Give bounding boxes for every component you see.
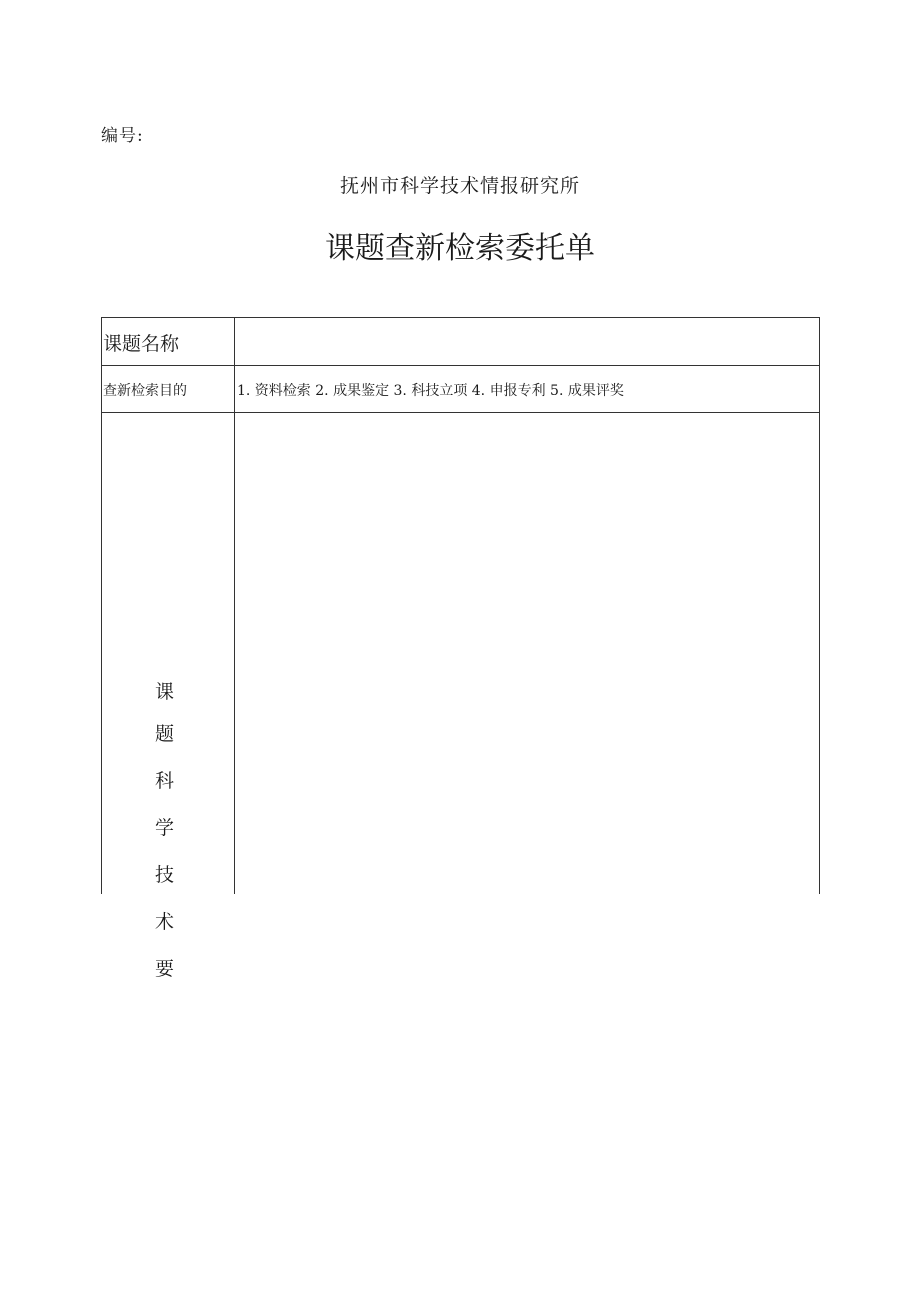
vertical-label-char: 术 [154,911,174,933]
search-purpose-options[interactable]: 1. 资料检索 2. 成果鉴定 3. 科技立项 4. 申报专利 5. 成果评奖 [237,382,624,399]
serial-number-label: 编号: [101,126,144,146]
technical-requirements-label [101,413,234,980]
vertical-label-char: 要 [154,958,174,980]
table-row-technical-requirements [101,412,820,980]
vertical-label-char: 课 [154,681,174,703]
search-purpose-label: 查新检索目的 [103,382,187,399]
vertical-label-char: 题 [154,723,174,745]
table-row-purpose [101,365,820,413]
topic-name-field[interactable] [235,318,820,366]
institute-name: 抚州市科学技术情报研究所 [339,175,580,197]
technical-requirements-field[interactable] [235,413,820,895]
topic-name-label: 课题名称 [103,332,180,355]
commission-form-table [101,317,820,980]
vertical-label-char: 技 [154,864,174,886]
vertical-label-char: 学 [154,817,174,839]
vertical-label-char: 科 [154,770,174,792]
form-title: 课题查新检索委托单 [325,231,595,266]
table-row-topic-name [101,317,820,366]
